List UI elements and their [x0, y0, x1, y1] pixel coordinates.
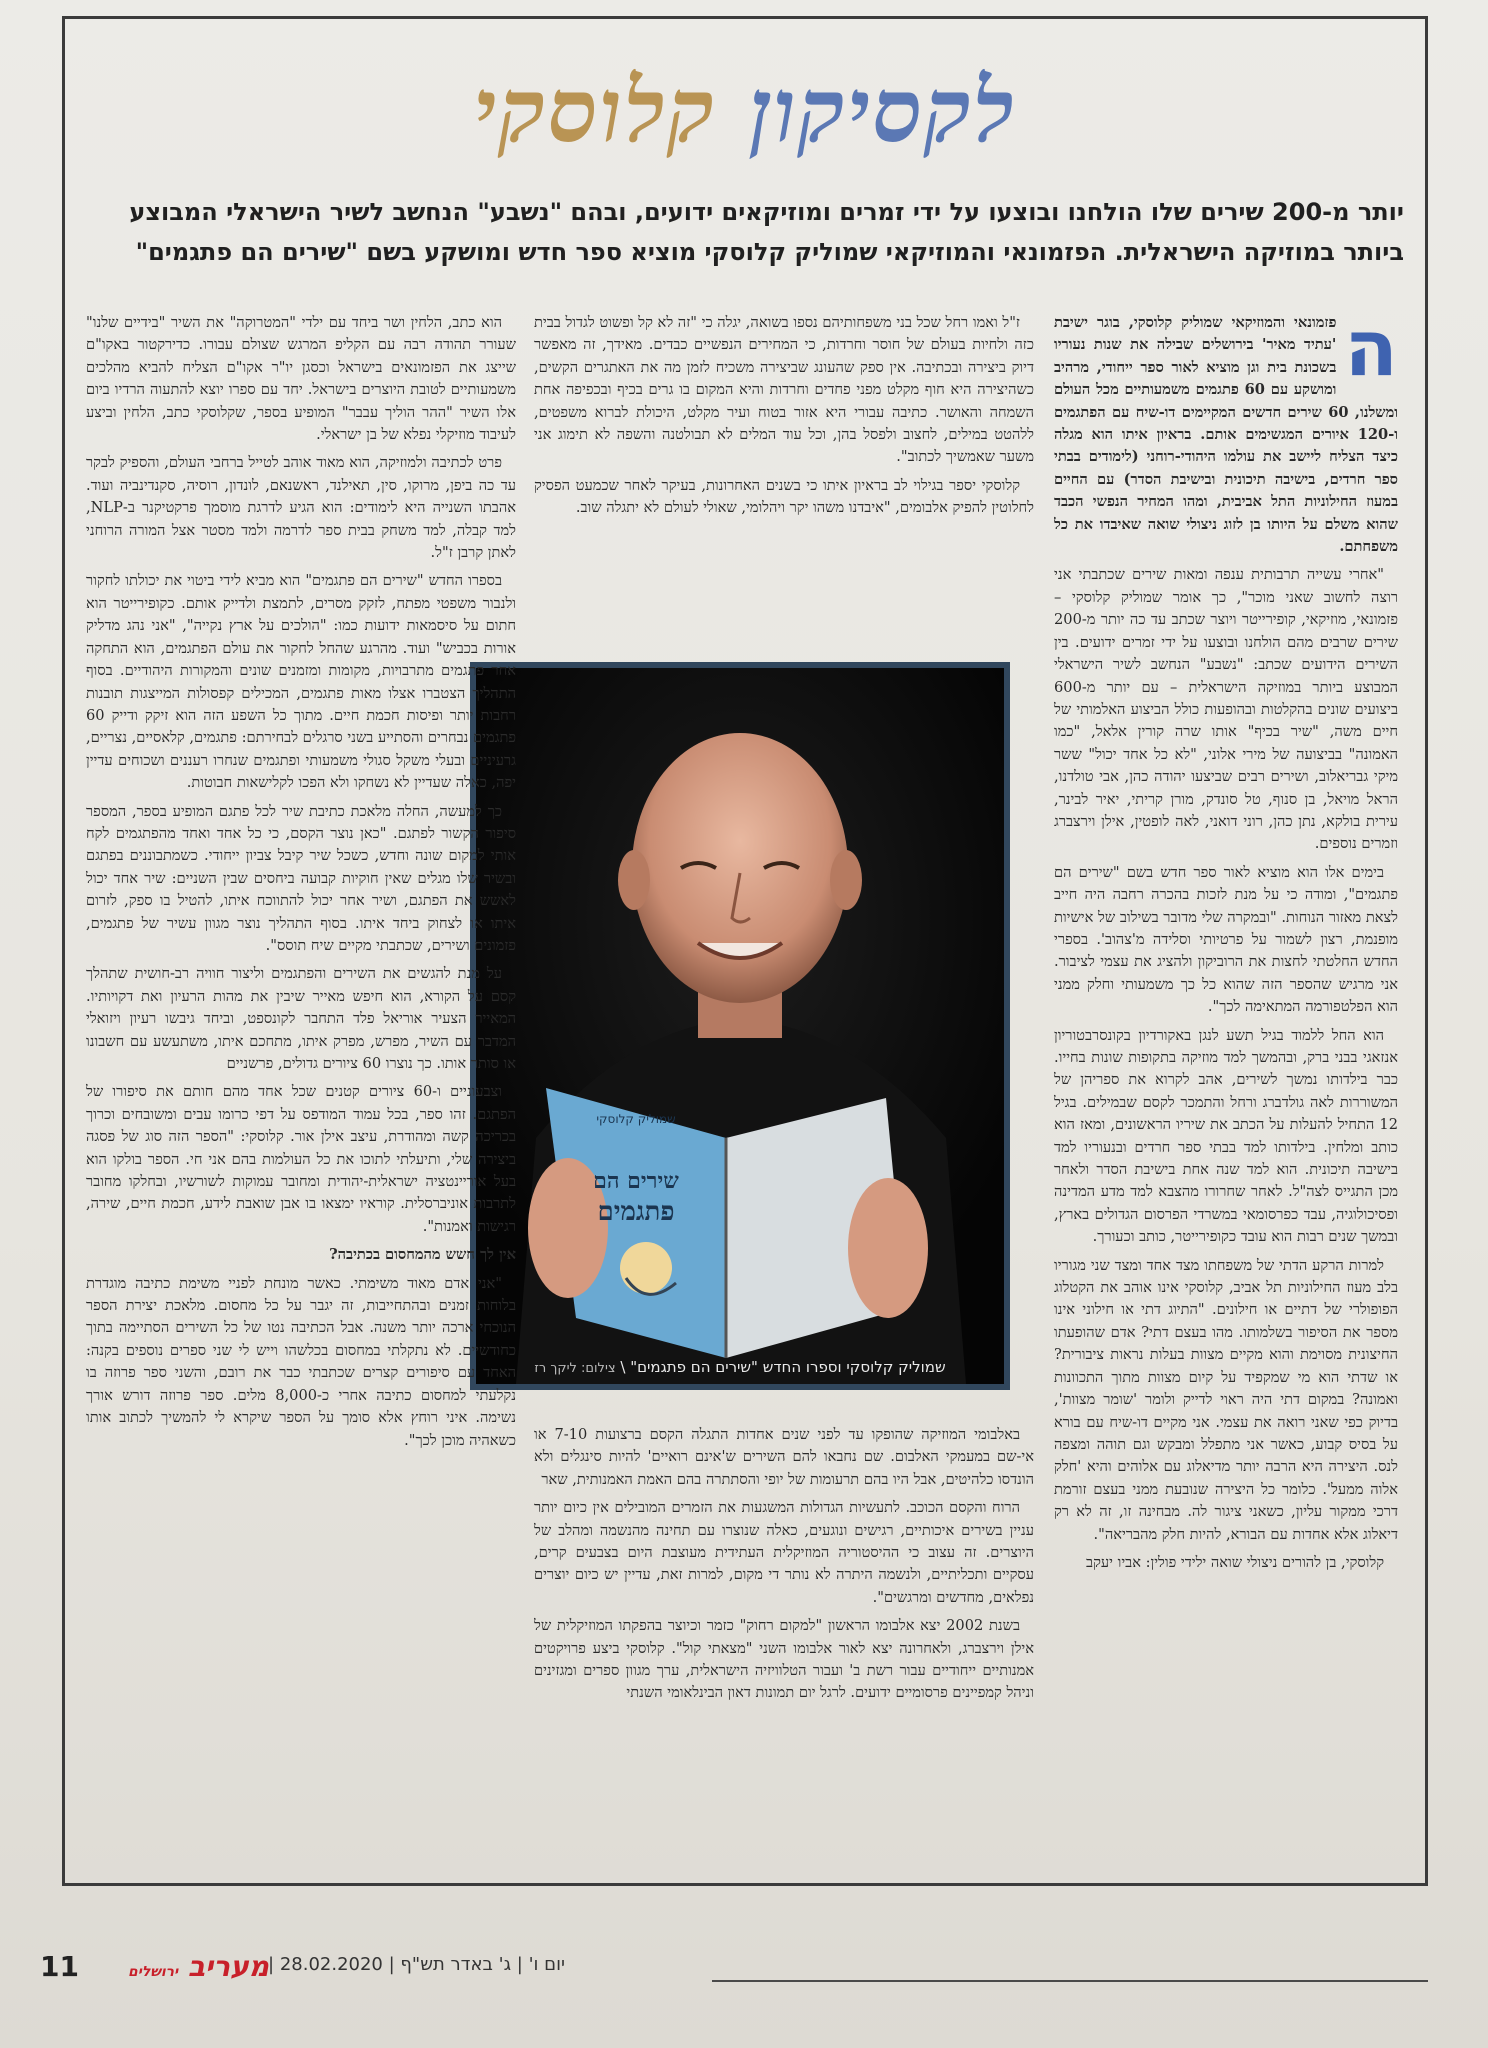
paragraph: קלוסקי יספר בגילוי לב בראיון איתו כי בשנים האחרונות, בעיקר לאחר שכמעט הפסיק לחלוטין להפיק אלבומים, "איבדנו משהו יקר ויהלומי, שאולי לעולם לא יתגלה שוב. [534, 476, 1034, 517]
paragraph: ז"ל ואמו רחל שכל בני משפחותיהם נספו בשואה, יגלה כי "זה לא קל ופשוט לגדול בבית כזה ולחיות בעולם של חוסר וחרדות, כי המחירים הנפשיים כבדים. מאידך, זה מאפשר דיוק ביצירה ובכתיבה. אין ספק שהעונג שביצירה משכיח לזמן מה את האתגרים הקשים, כשהיצירה היא חוף מקלט מפני פחדים וחרדות והיא המקום בו גרים בכיף ובכפיפה אחת השמחה והאושר. כתיבה עבורי היא אזור בטוח ועיר מקלט, היכולת לברוא משפטים, ללהטט במילים, לחצוב ולפסל בהן, וכל עוד המלים לא תבולטנה והשפה לא תימוג אני משער שאמשיך לכתוב". [534, 314, 1034, 466]
headline-word-2: קלוסקי [473, 58, 717, 162]
portrait-illustration [476, 668, 1004, 1384]
footer-date: 28.02.2020 [279, 1954, 383, 1975]
paragraph: פרט לכתיבה ולמוזיקה, הוא מאוד אוהב לטייל ברחבי העולם, והספיק לבקר עד כה ביפן, מרוקו, סין, תאילנד, ראשנאם, לונדון, רוסיה, סקנדינביה ועוד. אהבתו השנייה היא לימודים: הוא הגיע לדרגת מוסמך פרקטיקנר ב-NLP, למד קבלה, למד משחק בבית ספר לדרמה ולמד מסטר אצל המורה הרוחני לאתן קרבן ז"ל. [86, 454, 516, 562]
photo-caption: שמוליק קלוסקי וספרו החדש "שירים הם פתגמים" \ צילום: ליקך רז [534, 1358, 946, 1376]
paragraph: הוא כתב, הלחין ושר ביחד עם ילדי "המטרוקה" את השיר "בידיים שלנו" שעורר תהודה רבה עם הקליפ המרגש שצולם עבורו. כדירקטור באקו"ם שייצג את הפזמונאים בישראל וכסגן יו"ר אקו"ם הצליח להביא מהלכים משמעותיים לטובת היוצרים בישראל. יחד עם ספרו יוצא להתעוה הרדיו ביום אלו השיר "ההר הוליך עבבר" המופיע בספר, שקלוסקי כתב, הלחין וביצע לעיבוד מוזיקלי נפלא של בן ישראלי. [86, 314, 516, 444]
drop-cap: ה [1344, 312, 1398, 394]
lead-paragraph: ה פזמונאי והמוזיקאי שמוליק קלוסקי, בוגר ישיבת 'עתיד מאיר' בירושלים שבילה את שנות נעוריו בשכונת בית וגן מוציא לאור ספר ייחודי, מרהיב ומושקע עם 60 פתגמים משמעותיים מכל העולם ומשלנו, 60 שירים חדשים המקיימים דו-שיח עם הפתגמים ו-120 איורים המגשימים אותם. בראיון איתו הוא מגלה כיצד הצליח ליישב את עולמו היהודי-רוחני (לימודים בבתי ספר חרדים, בישיבה תיכונית ובישיבת הסדר) עם החיים במעוז החילוניות התל אביבית, ומהו המחיר הנפשי הכבד שהוא משלם על היותו בן לזוג ניצולי שואה שאיבדו את כל משפחתם. [1054, 312, 1398, 556]
column-left [86, 312, 516, 1872]
paragraph: וצבעוניים ו-60 ציורים קטנים שכל אחד מהם חותם את סיפורו של הפתגם. זהו ספר, בכל עמוד המודפס על דפי כרומו עבים ומשובחים וכרוך בכריכה קשה ומהודרת, עיצב אילן אור. קלוסקי: "הספר הזה סוג של פסגה ביצירה שלי, ותיעלתי לתוכו את כל העולמות בהם אני חי. הספר בולקו הוא בעל אוריינטציה ישראלית-יהודית ומחובר עמוקות לשורשיו, ובחלקו מחובר לתרבות אוניברסלית. קוראיו ימצאו בו אבן שואבת לידע, חכמת חיים, שירה, רגישות ואמנות". [86, 1083, 516, 1235]
page-number: 11 [40, 1950, 79, 1983]
book-title-line1: שירים הם [593, 1168, 679, 1194]
column-middle-top [534, 312, 1034, 654]
article-photo [470, 662, 1010, 1390]
interview-question: אין לך חשש מהמחסום בכתיבה? [329, 1246, 516, 1264]
paragraph: הרוח והקסם הכוכב. לתעשיות הגדולות המשגעות את הזמרים המובילים אין כיום יותר עניין בשירים איכותיים, רגישים ונוגעים, כאלה שנוצרו עם תחינה מהנשמה ומהלב של היוצרים. זה עצוב כי ההיסטוריה המוזיקלית העתידית מעוצבת היום בצבעים קרים, עסקיים ותכליתיים, ולנשמה היתרה לא נותר די מקום, למרות זאת, עדיין יש כיום יוצרים נפלאים, מחדשים ומרגשים". [534, 1499, 1034, 1606]
footer-day: יום ו' [528, 1954, 566, 1975]
book-author: שמוליק קלוסקי [596, 1112, 676, 1126]
paragraph: בשנת 2002 יצא אלבומו הראשון "למקום רחוק" כזמר וכיוצר בהפקתו המוזיקלית של אילן וירצברג, ולאחרונה יצא לאור אלבומו השני "מצאתי קול". קלוסקי ביצע פרויקטים אמנותיים ייחודיים עבור רשת ב' ועבור הטלוויזיה הישראלית, ערך מגוון ספרים ומגזינים וניהל קמפיינים פרסומיים ידועים. לרגל יום תמונות דאון הבינלאומי השנתי [534, 1617, 1034, 1702]
footer-rule [712, 1980, 1428, 1982]
caption-text: שמוליק קלוסקי וספרו החדש "שירים הם פתגמים" [630, 1358, 946, 1376]
paragraph: הוא החל ללמוד בגיל תשע לנגן באקורדיון בקונסרבטוריון אנזאגי בבני ברק, ובהמשך למד מוזיקה בתקופות שונות בחייו. כבר בילדותו נמשך לשירים, אהב לקרוא את ספריהן של המשוררות לאה גולדברג ורחל והתמכר לקסם שבמילים. בגיל 12 התחיל להעלות על הכתב את שיריו הראשונים, ומאז הוא כותב ומלחין. בילדותו למד בבתי ספר חרדים ובנעוריו למד בישיבה תיכונית. הוא למד שנה אחת בישיבת הסדר ולאחר מכן התגייס לצה"ל. לאחר שחרורו מהצבא למד מדע המדינה ופסיכולוגיה, עבד כפרסומאי במשרדי הפרסום הגדולים בארץ, ובמשך שנים רבות הוא עובד כקופירייטר, כותב וכעורך. [1054, 1026, 1398, 1246]
newspaper-logo [128, 1950, 269, 1983]
subheadline: יותר מ-200 שירים שלו הולחנו ובוצעו על ידי זמרים ומוזיקאים ידועים, ובהם "נשבע" הנחשב לשיר הישראלי המבוצע ביותר במוזיקה הישראלית. הפזמונאי והמוזיקאי שמוליק קלוסקי מוציא ספר חדש ומושקע בשם "שירים הם פתגמים" [129, 198, 1404, 266]
footer-dateline: יום ו' | ג' באדר תש"ף | 28.02.2020 | [268, 1954, 566, 1975]
paragraph: בימים אלו הוא מוציא לאור ספר חדש בשם "שירים הם פתגמים", ומודה כי על מנת לזכות בהכרה רחבה היה חייב לצאת מאזור הנוחות. "ובמקרה שלי מדובר בשילוב של אישיות מופנמת, רצון לשמור על פרטיותי וסלידה מ'צהוב'. בספרי החדש החלטתי לחצות את הרוביקון ולהציג את עצמי לציבור. אני מרגיש שהספר הזה שהוא כל כך משמעותי וחלק ממני הוא הפלטפורמה המתאימה לכך". [1054, 863, 1398, 1016]
headline [62, 58, 1428, 163]
column-middle-bottom [534, 1424, 1034, 1872]
paragraph: קלוסקי, בן להורים ניצולי שואה ילידי פולין: אביו יעקב [1086, 1553, 1384, 1571]
paragraph: כך למעשה, החלה מלאכת כתיבת שיר לכל פתגם המופיע בספר, המספר סיפור הקשור לפתגם. "כאן נוצר הקסם, כי כל אחד ואחד מהפתגמים לקח אותי למקום שונה וחדש, כשכל שיר קיבל צביון ייחודי. כשמתבוננים בפתגם ובשיר שלו מגלים שאין חוקיות קבועה ביחסים שבין השניים: שיר אחד יכול לאשש את הפתגם, ושיר אחר יכול להתווכח איתו, להטיל בו ספק, לזרום איתו או לצחוק ביחד איתו. בסוף התהליך נוצר מגוון עשיר של פתגמים, פזמונים ושירים, שכתבתי מקיים שיח תוסס". [86, 802, 516, 954]
photo-credit: צילום: ליקך רז [534, 1361, 616, 1376]
brand-sub: ירושלים [128, 1964, 179, 1980]
paragraph: בספרו החדש "שירים הם פתגמים" הוא מביא לידי ביטוי את יכולתו לחקור ולנבור משפטי מפתח, לזקק מסרים, לתמצת ולדייק אותם. כקופירייטר הוא חתום על סיסמאות ידועות כמו: "הולכים על ארץ נקייה", "אני נהג מדליק אורות בכביש" ועוד. מהרגע שהחל לחקור את עולם הפתגמים, הוא התחקה אחר פתגמים מתרבויות, מקומות ומזמנים שונים והמקורות היהודיים. בסוף התהליך הצטברו אצלו מאות פתגמים, המכילים קפסולות המייצגות תובנות רחבות יותר ופיסות חכמת חיים. מתוך כל השפע הזה הוא זיקק ודייק 60 פתגמים נבחרים והסתייע בשני סרגלים לבחירתם: פתגמים, קלאסיים, נצריים, גרעיניים ובעלי משקל סגולי משמעותי ופתגמים שנחרו רעננים ושכוחים עדיין יפה, כאלה שעדיין לא נשחקו ולא הפכו לקלישאות חבוטות. [86, 572, 516, 792]
headline-word-1: לקסיקון [749, 58, 1017, 162]
paragraph: באלבומי המוזיקה שהופקו עד לפני שנים אחדות התגלה הקסם ברצועות 7-10 או אי-שם במעמקי האלבום. שם נחבאו להם השירים ש'אינם רואיים' להיות סינגלים ולא הונדסו כלהיטים, אבל היו בהם תרעומות של יופי והסתתרה בהם האמת האמנותית, שאר [534, 1426, 1034, 1488]
brand-name: מעריב [187, 1950, 270, 1983]
footer-hebrew-date: ג' באדר תש"ף [400, 1954, 512, 1975]
column-right [1054, 312, 1398, 1872]
paragraph: למרות הרקע הדתי של משפחתו מצד אחד ומצד שני מגוריו בלב מעוז החילוניות תל אביב, קלוסקי אינו אוהב את הקטלוג הפופולרי של דתיים או חילונים. "התיוג דתי או חילוני אינו מספר את הסיפור בשלמותו. מהו בעצם דתי? אדם שהופעתו החיצונית מסוימת והוא מקיים מצוות בעלות נראות ציבורית? או שדתי הוא מי שמקפיד על קיום מצוות מתוך התכוונות ואמונה? במקום דתי היה ראוי לדייק ולומר 'שומר מצוות', בדיוק כפי שאני רואה את עצמי. אני מקיים דו-שיח עם בורא על בסיס קבוע, כאשר אני מתפלל ומבקש וגם תוהה ומצפה לנס. היצירה היא הרבה יותר מדיאלוג עם אלוהים והיא 'חלק אלוה ממעל'. כלומר כל היצירה שנובעת ממני בעצם זורמת דרכי ממקור עליון, כשאני ציגור לה. מבחינה זו, זה לא רק דיאלוג אלא אחדות עם הבורא, להיות חלק מהבריאה". [1054, 1256, 1398, 1543]
paragraph: על מנת להגשים את השירים והפתגמים וליצור חוויה רב-חושית שתהלך קסם על הקורא, הוא חיפש מאייר שיבין את מהות הרעיון ואת דקויותיו. המאייר הצעיר אוריאל פלד התחבר לקונספט, וביחד גיבשו רעיון ויזואלי המדבר עם השיר, מפרש, מפרק איתו, מתחכם איתו, משתעשע עם חשבונו או סותר אותו. כך נוצרו 60 ציורים גדולים, פרשניים [86, 965, 516, 1072]
book-title-line2: פתגמים [597, 1197, 675, 1227]
paragraph: "אחרי עשייה תרבותית ענפה ומאות שירים שכתבתי אני רוצה לחשוב שאני מוכר", כך אומר שמוליק קלוסקי – פזמונאי, מוזיקאי, קופירייטר ויוצר שכתב עד כה יותר מ-200 שירים שרבים מהם הולחנו ובוצעו על ידי זמרים ידועים. בין השירים הידועים שכתב: "נשבע" הנחשב לשיר הישראלי המבוצע ביותר במוזיקה הישראלית – עם יותר מ-600 ביצועים שונים בהקלטות ובהופעות כולל הביצוע האלמותי של חיים משה, "שיר בכיף" אותו שרה קורין אלאל, "כמו האמונה" בביצועה של מירי אלוני, "לא כל אחד יכול" ששר מיקי גבריאלוב, ושירים רבים שביצעו יהודה כהן, אבי טולדנו, הראל מויאל, בן סנוף, טל סונדק, מורן קריתי, יאיר לבינר, עירית בולקא, נתן כהן, רוני דואני, לאה לופטין, אילן וירצברג וזמרים נוספים. [1054, 566, 1398, 853]
paragraph: "אני אדם מאוד משימתי. כאשר מונחת לפניי משימת כתיבה מוגדרת בלוחות זמנים ובהתחייבות, זה יגבר על כל מחסום. מלאכת יצירת הספר הנוכחי ארכה יותר משנה. אבל הכתיבה נטו של כל השירים הסתיימה בתוך כחודשיים. לא נתקלתי במחסום בכלשהו וייש לי שני ספרים נוספים בקנה: האחד עם סיפורים קצרים שכתבתי כבר את רובם, והשני ספר פרוזה בו נקלעתי למחסום כתיבה אחרי כ-8,000 מלים. ספר פרוזה דורש אורך נשימה. איני רוחץ אלא סומך על הספר שיקרא לי להמשיך לכתוב אותו כשאהיה מוכן לכך". [86, 1274, 516, 1449]
